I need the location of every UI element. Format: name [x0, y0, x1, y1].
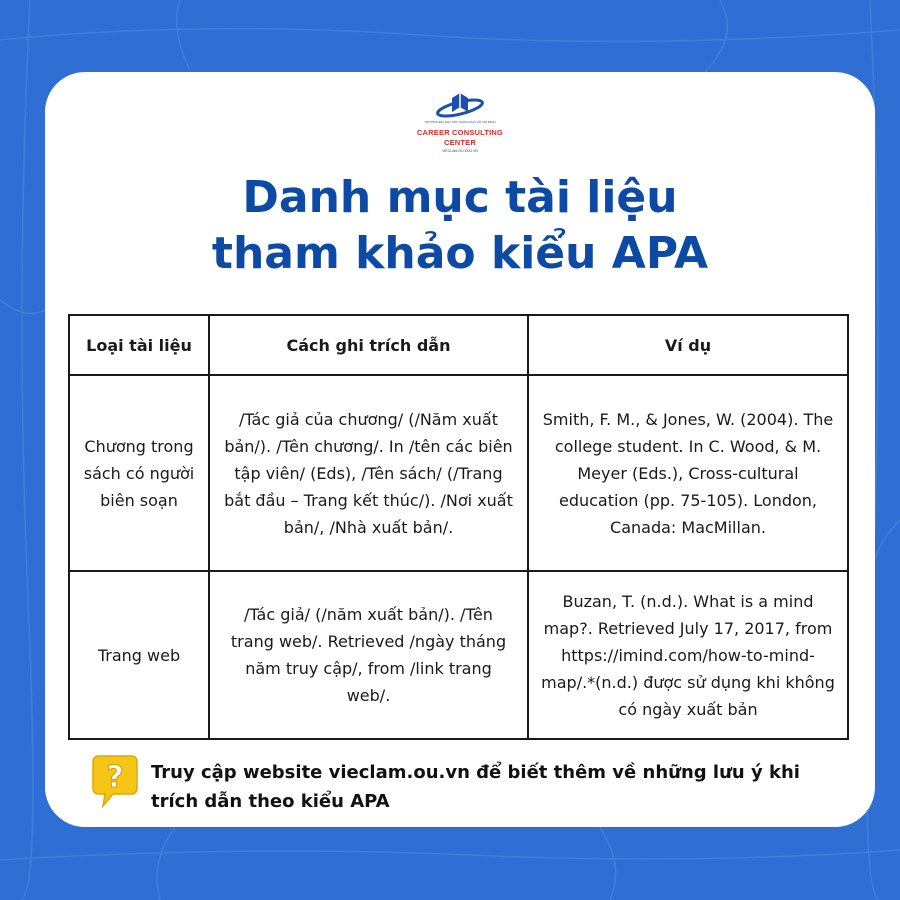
title-line-2: tham khảo kiểu APA [211, 228, 709, 279]
question-bubble-icon [87, 754, 141, 808]
header-example: Ví dụ [528, 315, 848, 375]
svg-text:?: ? [106, 760, 124, 795]
apa-reference-table [68, 314, 849, 740]
header-document-type: Loại tài liệu [69, 315, 209, 375]
cell-citation-format: /Tác giả/ (/năm xuất bản/). /Tên trang web/. Retrieved /ngày tháng năm truy cập/, from /link trang web/. [209, 571, 528, 739]
title-line-1: Danh mục tài liệu [242, 172, 678, 223]
logo-subtext: VIECLAM.OU.EDU.VN [442, 149, 478, 153]
footer-text: Truy cập website vieclam.ou.vn để biết thêm về những lưu ý khi trích dẫn theo kiểu APA [151, 762, 800, 812]
footer-note [87, 754, 847, 814]
table-row [69, 375, 848, 571]
logo-emblem-icon [434, 90, 486, 120]
cell-citation-format: /Tác giả của chương/ (/Năm xuất bản/). /Tên chương/. In /tên các biên tập viên/ (Eds), /Tên sách/ (/Trang bắt đầu – Trang kết thúc/). /Nơi xuất bản/, /Nhà xuất bản/. [209, 375, 528, 571]
table-row [69, 571, 848, 739]
cell-document-type: Chương trong sách có người biên soạn [69, 375, 209, 571]
content-card [45, 72, 875, 827]
logo-name: CAREER CONSULTING CENTER [416, 128, 504, 147]
career-center-logo [405, 90, 515, 158]
cell-document-type: Trang web [69, 571, 209, 739]
logo-top-text: TRƯỜNG ĐẠI HỌC MỞ THÀNH PHỐ HỒ CHÍ MINH [424, 120, 496, 124]
table-header-row [69, 315, 848, 375]
page-title [45, 170, 875, 282]
cell-example: Buzan, T. (n.d.). What is a mind map?. Retrieved July 17, 2017, from https://imind.com/how-to-mind-map/.*(n.d.) được sử dụng khi không có ngày xuất bản [528, 571, 848, 739]
cell-example: Smith, F. M., & Jones, W. (2004). The college student. In C. Wood, & M. Meyer (Eds.), Cross-cultural education (pp. 75-105). London, Canada: MacMillan. [528, 375, 848, 571]
header-citation-format: Cách ghi trích dẫn [209, 315, 528, 375]
